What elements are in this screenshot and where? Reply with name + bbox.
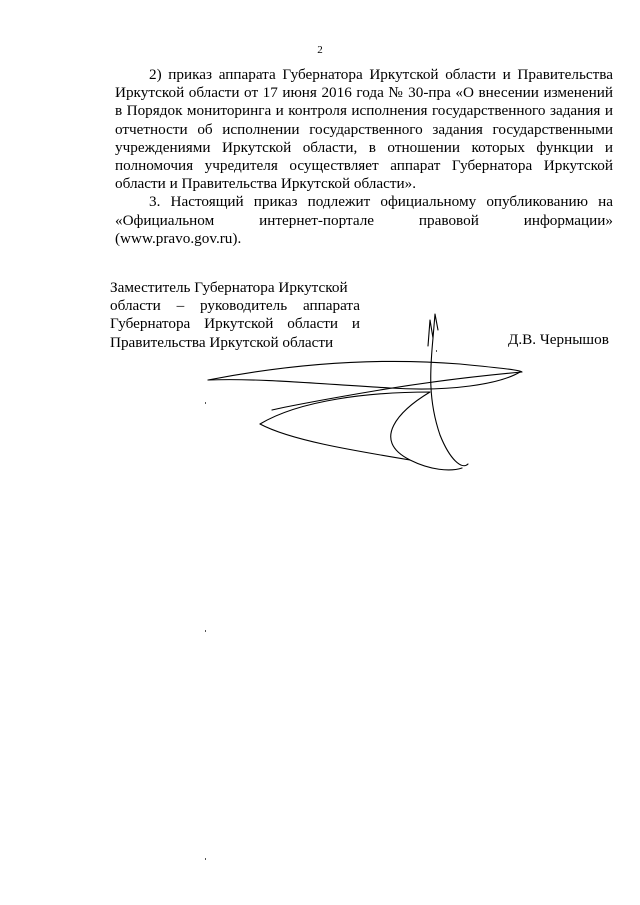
- paragraph-item-3: 3. Настоящий приказ подлежит официальному опубликованию на «Официальном интернет-портале правовой информации» (www.pravo.gov.ru).: [115, 193, 613, 247]
- paragraph-item-2: 2) приказ аппарата Губернатора Иркутской области и Правительства Иркутской области от 17 июня 2016 года № 30-пра «О внесении изменений в Порядок мониторинга и контроля исполнения государственного задания и отчетности об исполнении государственного задания государственными учреждениями Иркутской области, в отношении которых функции и полномочия учредителя осуществляет аппарат Губернатора Иркутской области и Правительства Иркутской области».: [115, 66, 613, 193]
- handwritten-signature-icon: [200, 300, 540, 490]
- scan-speck: [205, 630, 206, 632]
- page-number: 2: [317, 44, 323, 56]
- scan-speck: [205, 402, 206, 404]
- signatory-name: Д.В. Чернышов: [508, 331, 609, 348]
- signatory-position-line: Заместитель Губернатора Иркутской: [110, 279, 348, 296]
- signatory-position-line: Правительства Иркутской области: [110, 333, 334, 351]
- document-body: [115, 66, 613, 248]
- scan-speck: [205, 858, 206, 860]
- signatory-position-line: Губернатора Иркутской области и: [110, 315, 360, 333]
- scan-speck: [436, 350, 437, 352]
- signatory-position-line: области – руководитель аппарата: [110, 297, 360, 315]
